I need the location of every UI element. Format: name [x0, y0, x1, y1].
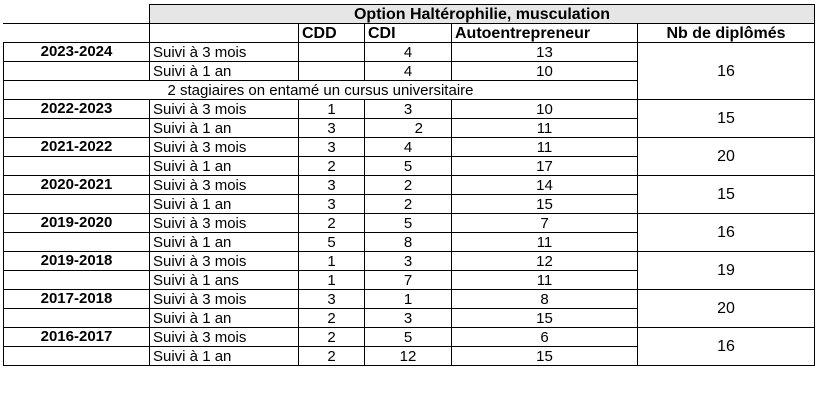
- table-row: [4, 138, 815, 157]
- cdi-value: 3: [365, 252, 452, 271]
- blank-corner-cell: [4, 5, 150, 24]
- title-row: [4, 5, 815, 24]
- follow-up-label: Suivi à 3 mois: [150, 176, 299, 195]
- follow-up-label: Suivi à 1 an: [150, 347, 299, 366]
- cdd-value: 1: [299, 100, 365, 119]
- nb-diplomes-value: 16: [638, 43, 815, 100]
- cdd-value: 2: [299, 347, 365, 366]
- blank-header-cell: [150, 24, 299, 43]
- year-cell: 2020-2021: [4, 176, 150, 195]
- cdi-value: 7: [365, 271, 452, 290]
- cdi-value: 5: [365, 157, 452, 176]
- follow-up-label: Suivi à 1 an: [150, 309, 299, 328]
- year-cell-continued: [4, 347, 150, 366]
- table-row: [4, 176, 815, 195]
- cdi-value: 3: [365, 100, 452, 119]
- cdi-value: 5: [365, 214, 452, 233]
- cdd-value: 2: [299, 157, 365, 176]
- cdi-value: 4: [365, 62, 452, 81]
- follow-up-label: Suivi à 1 an: [150, 233, 299, 252]
- nb-diplomes-value: 20: [638, 138, 815, 176]
- year-cell: 2022-2023: [4, 100, 150, 119]
- year-cell: 2019-2018: [4, 252, 150, 271]
- year-cell-continued: [4, 233, 150, 252]
- header-row: [4, 24, 815, 43]
- follow-up-label: Suivi à 3 mois: [150, 100, 299, 119]
- follow-up-label: Suivi à 1 an: [150, 195, 299, 214]
- year-cell: 2017-2018: [4, 290, 150, 309]
- year-cell: 2019-2020: [4, 214, 150, 233]
- cdi-value: 5: [365, 328, 452, 347]
- nb-diplomes-value: 16: [638, 328, 815, 366]
- cdd-value: [299, 43, 365, 62]
- cdd-value: 3: [299, 176, 365, 195]
- cdi-value: 2: [365, 176, 452, 195]
- cdi-value: 4: [365, 43, 452, 62]
- follow-up-label: Suivi à 3 mois: [150, 43, 299, 62]
- autoentrepreneur-value: 11: [452, 138, 638, 157]
- follow-up-label: Suivi à 1 an: [150, 119, 299, 138]
- employment-stats-table: [3, 4, 815, 366]
- follow-up-label: Suivi à 3 mois: [150, 252, 299, 271]
- follow-up-label: Suivi à 3 mois: [150, 328, 299, 347]
- cdi-value: 12: [365, 347, 452, 366]
- table-row: [4, 100, 815, 119]
- follow-up-label: Suivi à 1 an: [150, 62, 299, 81]
- cdd-value: 1: [299, 271, 365, 290]
- cdi-value: 8: [365, 233, 452, 252]
- year-cell-continued: [4, 271, 150, 290]
- autoentrepreneur-value: 12: [452, 252, 638, 271]
- follow-up-label: Suivi à 1 an: [150, 157, 299, 176]
- autoentrepreneur-value: 15: [452, 195, 638, 214]
- follow-up-label: Suivi à 3 mois: [150, 290, 299, 309]
- table-row: [4, 43, 815, 62]
- autoentrepreneur-value: 11: [452, 233, 638, 252]
- table-row: [4, 214, 815, 233]
- nb-diplomes-value: 19: [638, 252, 815, 290]
- cdi-value: 2: [365, 195, 452, 214]
- autoentrepreneur-value: 7: [452, 214, 638, 233]
- autoentrepreneur-value: 15: [452, 347, 638, 366]
- header-autoentrepreneur: Autoentrepreneur: [452, 24, 638, 43]
- follow-up-label: Suivi à 1 ans: [150, 271, 299, 290]
- table-row: [4, 328, 815, 347]
- autoentrepreneur-value: 15: [452, 309, 638, 328]
- header-cdi: CDI: [365, 24, 452, 43]
- autoentrepreneur-value: 10: [452, 100, 638, 119]
- autoentrepreneur-value: 8: [452, 290, 638, 309]
- table-row: [4, 252, 815, 271]
- year-cell-continued: [4, 195, 150, 214]
- year-cell: 2016-2017: [4, 328, 150, 347]
- year-cell-continued: [4, 62, 150, 81]
- autoentrepreneur-value: 14: [452, 176, 638, 195]
- autoentrepreneur-value: 17: [452, 157, 638, 176]
- autoentrepreneur-value: 11: [452, 271, 638, 290]
- table-row: [4, 290, 815, 309]
- table-title: Option Haltérophilie, musculation: [150, 5, 815, 24]
- cdd-value: 3: [299, 290, 365, 309]
- year-cell-continued: [4, 157, 150, 176]
- nb-diplomes-value: 20: [638, 290, 815, 328]
- header-nb-diplomes: Nb de diplômés: [638, 24, 815, 43]
- cdi-value: 3: [365, 309, 452, 328]
- cdd-value: 3: [299, 195, 365, 214]
- autoentrepreneur-value: 6: [452, 328, 638, 347]
- cdd-value: 5: [299, 233, 365, 252]
- year-cell-continued: [4, 309, 150, 328]
- year-cell: 2021-2022: [4, 138, 150, 157]
- note-text: 2 stagiaires on entamé un cursus universitaire: [4, 81, 638, 100]
- autoentrepreneur-value: 10: [452, 62, 638, 81]
- cdi-value: 4: [365, 138, 452, 157]
- cdd-value: 3: [299, 119, 365, 138]
- autoentrepreneur-value: 11: [452, 119, 638, 138]
- nb-diplomes-value: 15: [638, 100, 815, 138]
- table-body: [4, 5, 815, 366]
- cdi-value: 2: [365, 119, 452, 138]
- cdi-value: 1: [365, 290, 452, 309]
- follow-up-label: Suivi à 3 mois: [150, 138, 299, 157]
- year-cell: 2023-2024: [4, 43, 150, 62]
- cdd-value: 3: [299, 138, 365, 157]
- cdd-value: [299, 62, 365, 81]
- cdd-value: 1: [299, 252, 365, 271]
- nb-diplomes-value: 15: [638, 176, 815, 214]
- year-cell-continued: [4, 119, 150, 138]
- header-cdd: CDD: [299, 24, 365, 43]
- autoentrepreneur-value: 13: [452, 43, 638, 62]
- cdd-value: 2: [299, 214, 365, 233]
- cdd-value: 2: [299, 309, 365, 328]
- nb-diplomes-value: 16: [638, 214, 815, 252]
- blank-corner-cell-2: [4, 24, 150, 43]
- follow-up-label: Suivi à 3 mois: [150, 214, 299, 233]
- cdd-value: 2: [299, 328, 365, 347]
